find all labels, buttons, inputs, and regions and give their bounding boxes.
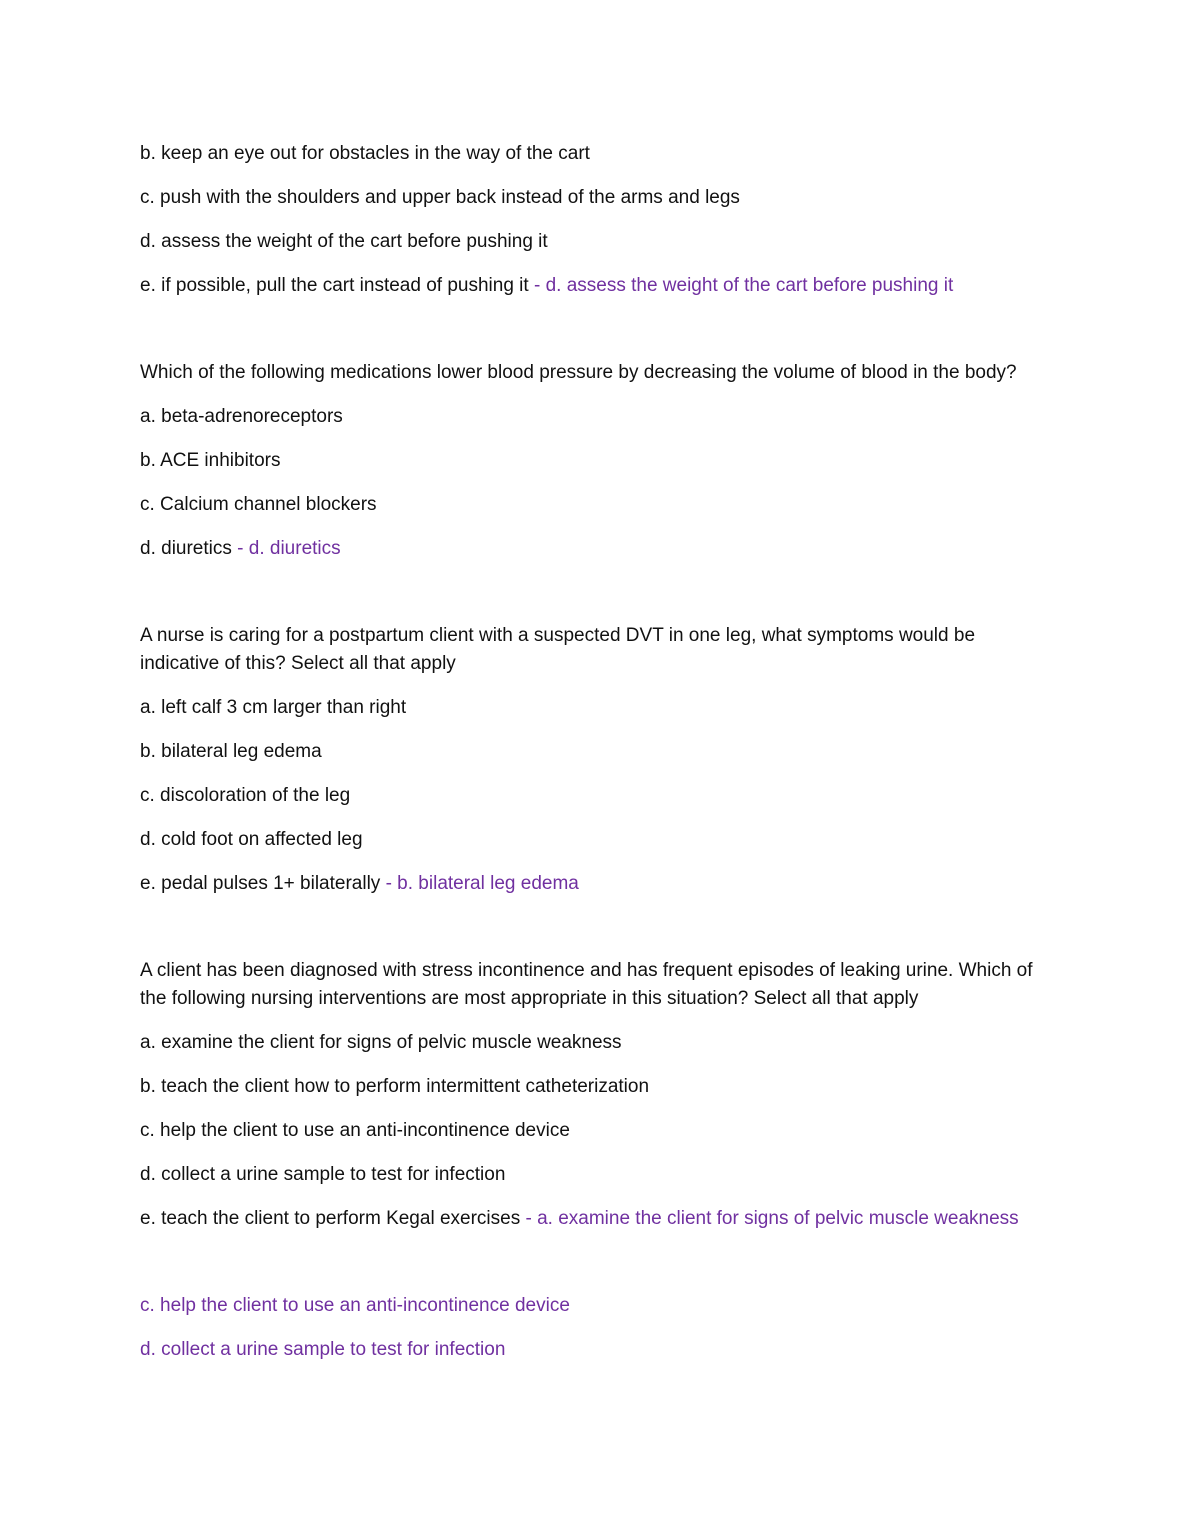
question-block-blood-pressure bbox=[140, 359, 1050, 563]
option-e-text: e. teach the client to perform Kegal exercises bbox=[140, 1208, 521, 1229]
question-block-cart bbox=[140, 140, 1050, 300]
question-block-dvt bbox=[140, 622, 1050, 898]
question-text: A nurse is caring for a postpartum client with a suspected DVT in one leg, what symptoms would be indicative of this? Select all that apply bbox=[140, 625, 976, 674]
option-c: c. push with the shoulders and upper back instead of the arms and legs bbox=[140, 187, 740, 208]
answer-text: - b. bilateral leg edema bbox=[380, 873, 579, 894]
option-e bbox=[140, 870, 1050, 898]
answer-text: - d. assess the weight of the cart before pushing it bbox=[528, 275, 954, 296]
option-d bbox=[140, 535, 1050, 563]
option-d: d. collect a urine sample to test for infection bbox=[140, 1164, 506, 1185]
extra-answer: d. collect a urine sample to test for infection bbox=[140, 1339, 506, 1360]
option-b: b. teach the client how to perform intermittent catheterization bbox=[140, 1076, 650, 1097]
option-d: d. cold foot on affected leg bbox=[140, 829, 363, 850]
option-c: c. Calcium channel blockers bbox=[140, 494, 377, 515]
answer-text: - a. examine the client for signs of pelvic muscle weakness bbox=[520, 1208, 1019, 1229]
option-a: a. examine the client for signs of pelvic muscle weakness bbox=[140, 1032, 622, 1053]
answer-text: - d. diuretics bbox=[231, 538, 341, 559]
option-d: d. assess the weight of the cart before pushing it bbox=[140, 231, 548, 252]
document-page bbox=[140, 140, 1050, 1380]
option-e bbox=[140, 272, 1050, 300]
option-a: a. beta-adrenoreceptors bbox=[140, 406, 343, 427]
option-e-text: e. if possible, pull the cart instead of pushing it bbox=[140, 275, 529, 296]
option-b: b. ACE inhibitors bbox=[140, 450, 281, 471]
option-a: a. left calf 3 cm larger than right bbox=[140, 697, 407, 718]
option-c: c. help the client to use an anti-incontinence device bbox=[140, 1120, 570, 1141]
question-block-incontinence bbox=[140, 957, 1050, 1364]
option-c: c. discoloration of the leg bbox=[140, 785, 351, 806]
option-b: b. keep an eye out for obstacles in the way of the cart bbox=[140, 143, 590, 164]
option-e bbox=[140, 1205, 1050, 1233]
extra-answer: c. help the client to use an anti-incontinence device bbox=[140, 1295, 570, 1316]
option-d-text: d. diuretics bbox=[140, 538, 232, 559]
option-b: b. bilateral leg edema bbox=[140, 741, 322, 762]
question-text: A client has been diagnosed with stress incontinence and has frequent episodes of leaking urine. Which of the following nursing interventions are most appropriate in this situation? Select all that apply bbox=[140, 960, 1033, 1009]
option-e-text: e. pedal pulses 1+ bilaterally bbox=[140, 873, 381, 894]
question-text: Which of the following medications lower blood pressure by decreasing the volume of blood in the body? bbox=[140, 362, 1017, 383]
